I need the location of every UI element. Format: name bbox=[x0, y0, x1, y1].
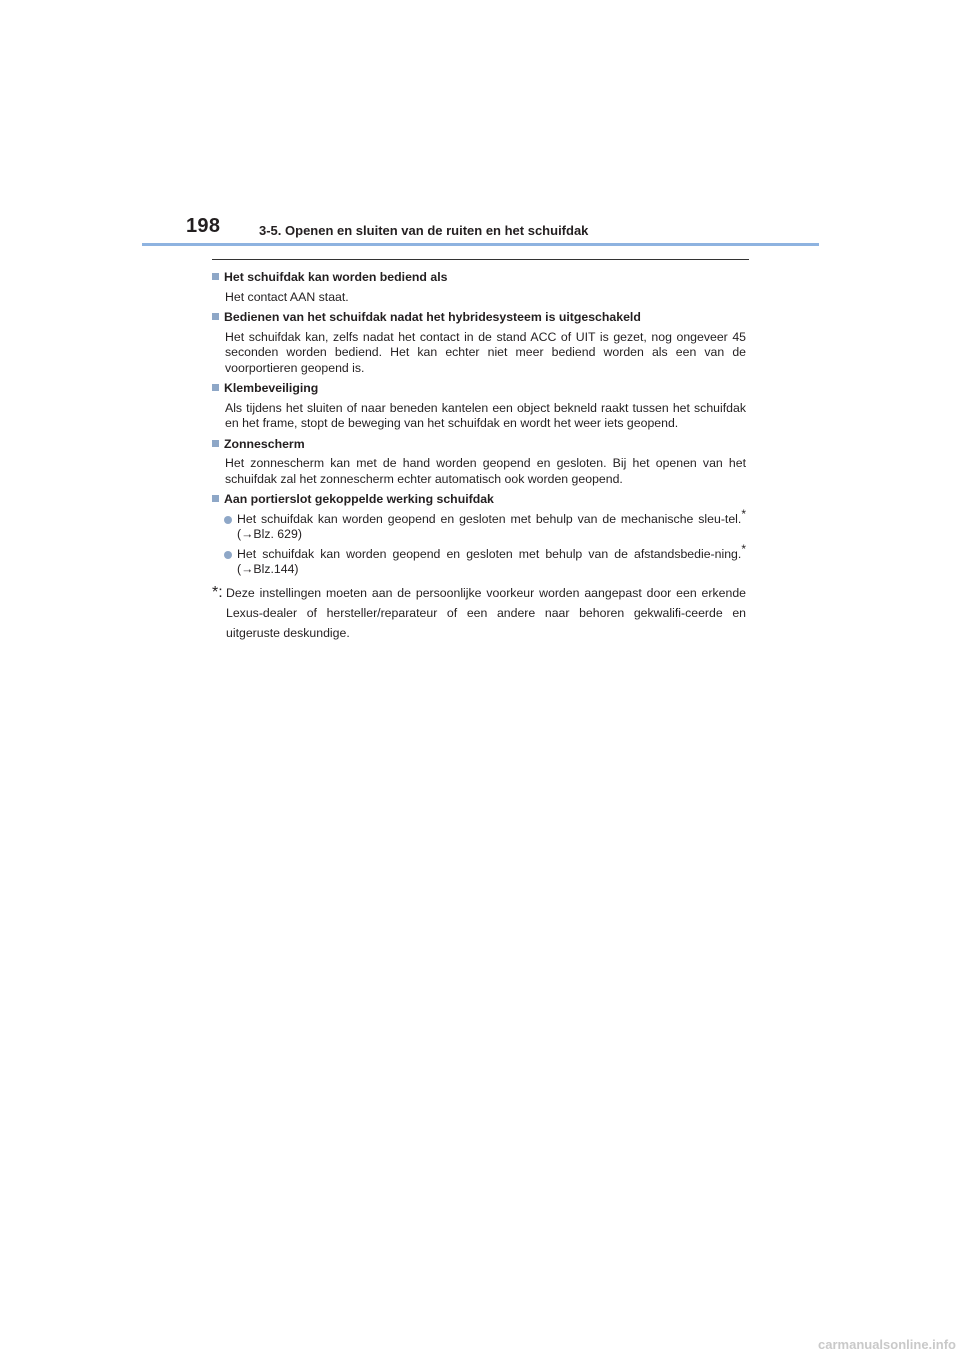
main-content bbox=[212, 270, 746, 643]
list-item bbox=[212, 541, 746, 578]
list-item bbox=[212, 506, 746, 543]
section-body: Het contact AAN staat. bbox=[225, 289, 349, 304]
section-body: Als tijdens het sluiten of naar beneden kantelen een object bekneld raakt tussen het schuifdak en het frame, stopt de beweging van het schuifdak en wordt het weer iets geopend. bbox=[225, 400, 746, 430]
section-operable-when bbox=[212, 270, 746, 305]
section-jam-protection bbox=[212, 381, 746, 432]
section-door-lock-linked bbox=[212, 492, 746, 578]
bullet-text: Het schuifdak kan worden geopend en gesloten met behulp van de mechanische sleu-tel. bbox=[237, 511, 742, 526]
footnote-marker: *: bbox=[212, 583, 223, 601]
section-body: Het schuifdak kan, zelfs nadat het contact in de stand ACC of UIT is gezet, nog ongeveer 45 seconden worden bediend. Het kan echter niet meer bediend worden als een van de voorportieren geopend is. bbox=[225, 329, 746, 375]
content-rule bbox=[212, 259, 749, 260]
square-bullet-icon bbox=[212, 273, 219, 280]
section-title: Zonnescherm bbox=[224, 436, 305, 451]
chapter-title: 3-5. Openen en sluiten van de ruiten en het schuifdak bbox=[259, 223, 589, 238]
section-title: Bedienen van het schuifdak nadat het hybridesysteem is uitgeschakeld bbox=[224, 310, 641, 324]
footnote-text: Deze instellingen moeten aan de persoonlijke voorkeur worden aangepast door een erkende Lexus-dealer of hersteller/reparateur of een andere naar behoren gekwalifi-ceerde en uitgeruste deskundige. bbox=[226, 585, 746, 640]
page-reference-link[interactable]: (→Blz.144) bbox=[237, 562, 299, 576]
section-sunshade bbox=[212, 437, 746, 488]
footnote-mark: * bbox=[741, 541, 746, 556]
square-bullet-icon bbox=[212, 440, 219, 447]
round-bullet-icon bbox=[224, 516, 232, 524]
section-title: Klembeveiliging bbox=[224, 381, 319, 395]
footnote-mark: * bbox=[741, 506, 746, 521]
square-bullet-icon bbox=[212, 384, 219, 391]
watermark: carmanualsonline.info bbox=[818, 1337, 956, 1352]
section-title: Aan portierslot gekoppelde werking schuifdak bbox=[224, 492, 494, 506]
page-number: 198 bbox=[186, 215, 221, 237]
page-reference-link[interactable]: (→Blz. 629) bbox=[237, 527, 302, 541]
square-bullet-icon bbox=[212, 313, 219, 320]
section-after-shutdown bbox=[212, 310, 746, 376]
bullet-text: Het schuifdak kan worden geopend en gesloten met behulp van de afstandsbedie-ning. bbox=[237, 546, 742, 561]
footnote bbox=[212, 583, 746, 643]
header-rule bbox=[142, 243, 819, 246]
section-title: Het schuifdak kan worden bediend als bbox=[224, 270, 448, 284]
section-body: Het zonnescherm kan met de hand worden geopend en gesloten. Bij het openen van het schuifdak zal het zonnescherm echter automatisch ook worden geopend. bbox=[225, 456, 746, 486]
round-bullet-icon bbox=[224, 551, 232, 559]
square-bullet-icon bbox=[212, 495, 219, 502]
